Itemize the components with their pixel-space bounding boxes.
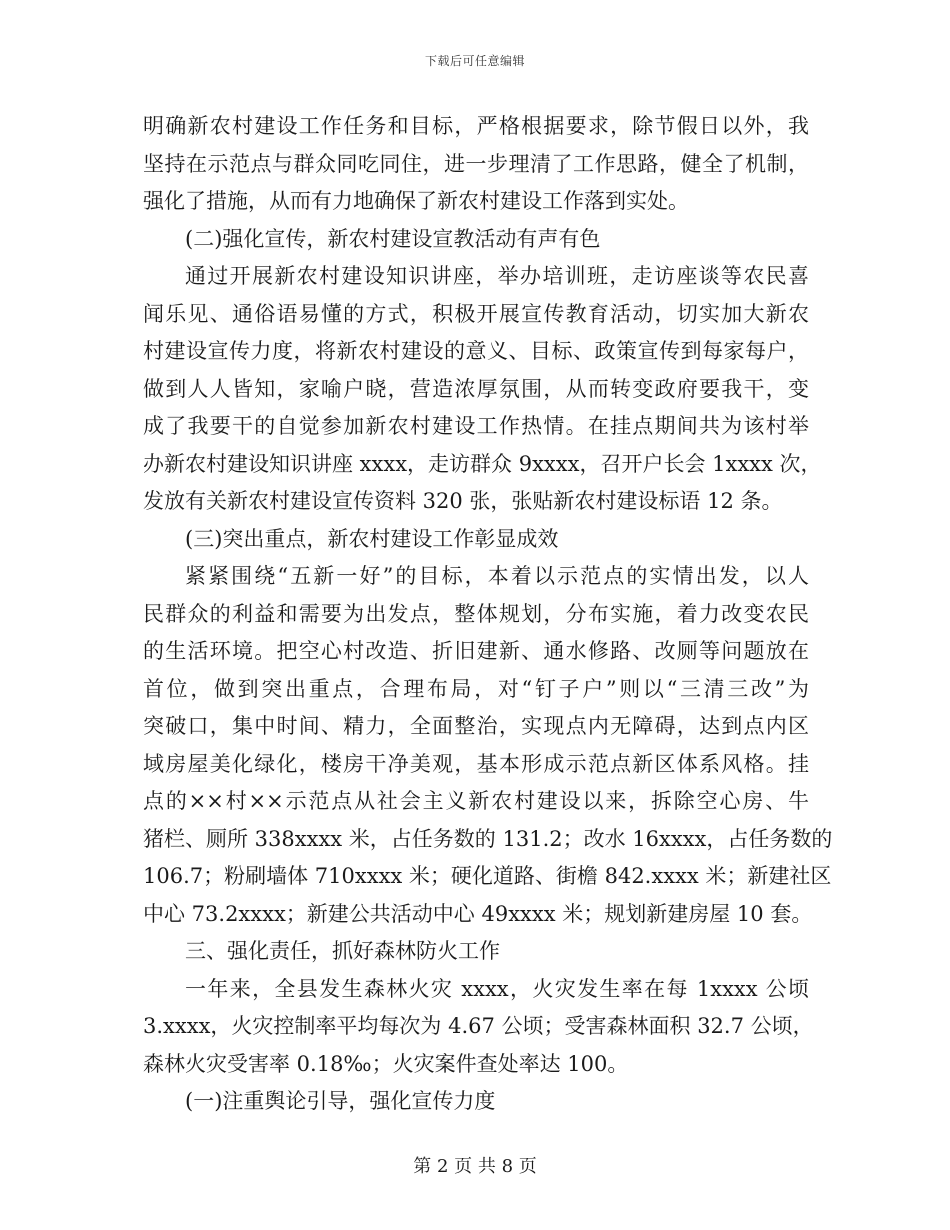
text-line: 首位，做到突出重点，合理布局，对“钉子户”则以“三清三改”为 (143, 676, 809, 701)
text-line: 3.xxxx，火灾控制率平均每次为 4.67 公顷；受害森林面积 32.7 公顷， (143, 1014, 814, 1038)
text-line: 一年来，全县发生森林火灾 xxxx，火灾发生率在每 1xxxx 公顷 (185, 976, 809, 1001)
text-line: (一)注重舆论引导，强化宣传力度 (185, 1089, 496, 1113)
text-line: 强化了措施，从而有力地确保了新农村建设工作落到实处。 (143, 189, 689, 213)
page-footer: 第 2 页 共 8 页 (413, 1156, 537, 1177)
text-line: 森林火灾受害率 0.18‰；火灾案件查处率达 100。 (143, 1051, 629, 1076)
text-line: 发放有关新农村建设宣传资料 320 张，张贴新农村建设标语 12 条。 (143, 489, 783, 513)
text-line: 点的××村××示范点从社会主义新农村建设以来，拆除空心房、牛 (143, 789, 809, 813)
text-line: 成了我要干的自觉参加新农村建设工作热情。在挂点期间共为该村举 (143, 414, 809, 438)
page-header: 下载后可任意编辑 (424, 54, 525, 68)
text-line: 村建设宣传力度，将新农村建设的意义、目标、政策宣传到每家每户， (143, 339, 809, 363)
text-line: (三)突出重点，新农村建设工作彰显成效 (185, 526, 559, 551)
text-line: 闻乐见、通俗语易懂的方式，积极开展宣传教育活动，切实加大新农 (143, 301, 809, 326)
text-line: (二)强化宣传，新农村建设宣教活动有声有色 (185, 226, 601, 251)
text-line: 紧紧围绕“五新一好”的目标，本着以示范点的实情出发，以人 (185, 564, 809, 588)
text-line: 做到人人皆知，家喻户晓，营造浓厚氛围，从而转变政府要我干，变 (143, 376, 809, 401)
text-line: 民群众的利益和需要为出发点，整体规划，分布实施，着力改变农民 (143, 601, 809, 626)
text-line: 明确新农村建设工作任务和目标，严格根据要求，除节假日以外，我 (143, 114, 809, 138)
text-line: 域房屋美化绿化，楼房干净美观，基本形成示范点新区体系风格。挂 (143, 751, 809, 776)
text-line: 的生活环境。把空心村改造、折旧建新、通水修路、改厕等问题放在 (143, 639, 809, 663)
text-line: 办新农村建设知识讲座 xxxx，走访群众 9xxxx，召开户长会 1xxxx 次， (143, 451, 822, 476)
text-line: 坚持在示范点与群众同吃同住，进一步理清了工作思路，健全了机制， (143, 151, 809, 176)
text-line: 106.7；粉刷墙体 710xxxx 米；硬化道路、街檐 842.xxxx 米；新建社区 (143, 864, 832, 888)
text-line: 中心 73.2xxxx；新建公共活动中心 49xxxx 米；规划新建房屋 10 套。 (143, 901, 813, 926)
text-line: 通过开展新农村建设知识讲座，举办培训班，走访座谈等农民喜 (185, 264, 809, 288)
text-line: 突破口，集中时间、精力，全面整治，实现点内无障碍，达到点内区 (143, 714, 809, 738)
document-body (143, 108, 833, 1121)
text-line: 三、强化责任，抓好森林防火工作 (185, 939, 500, 963)
text-line: 猪栏、厕所 338xxxx 米，占任务数的 131.2；改水 16xxxx，占任务数的 (143, 826, 833, 851)
